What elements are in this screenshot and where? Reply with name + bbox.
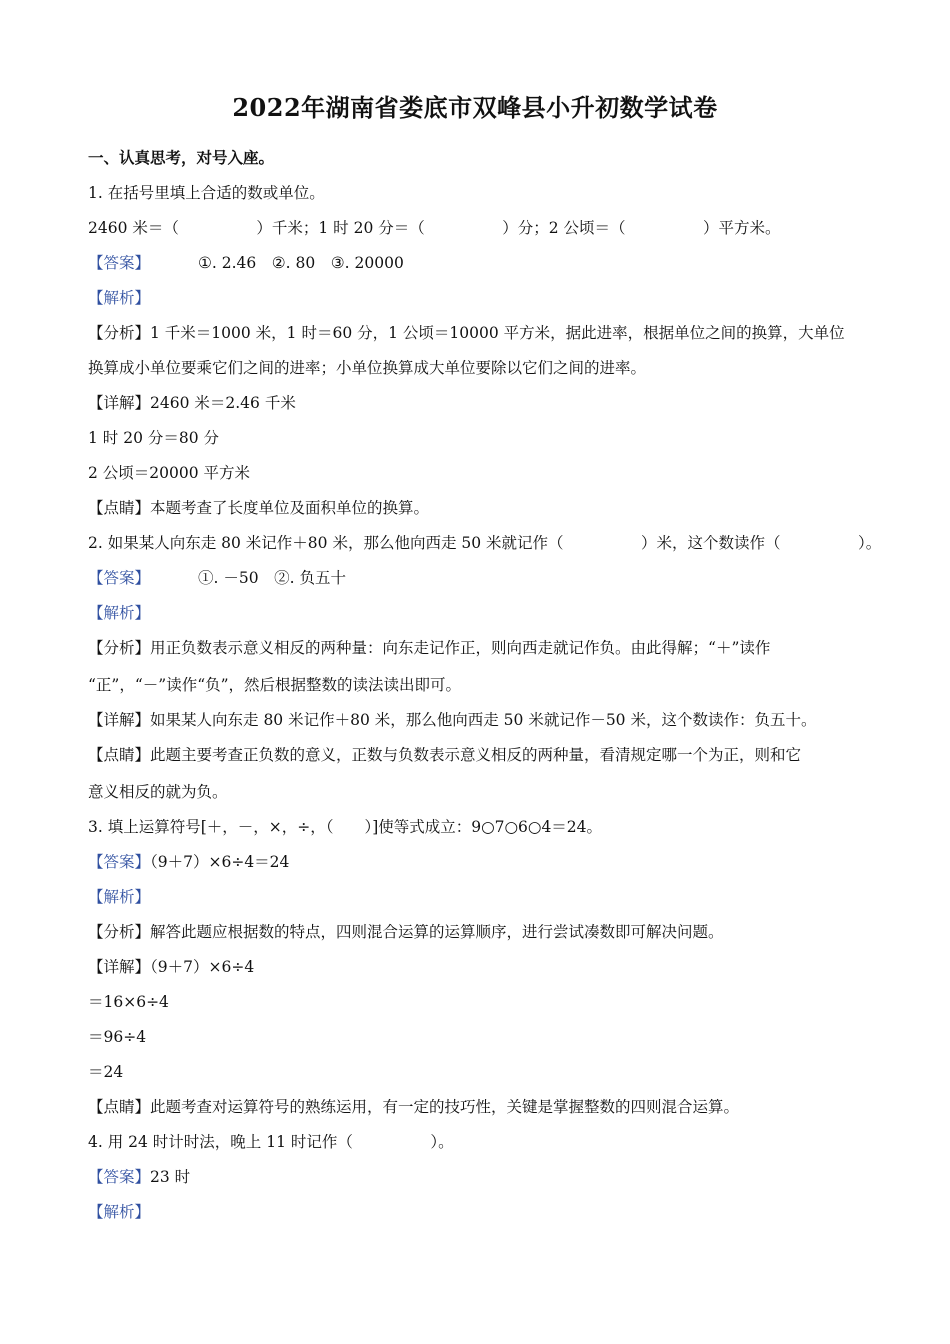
fenxi-tag: 【分析】 [88,324,151,342]
xiangjie-tag: 【详解】 [88,711,151,729]
q2-fenxi [88,638,878,658]
q2-dianjing [88,745,878,765]
q2-dianjing-cont: 意义相反的就为负。 [88,783,228,801]
q3-answer: （9＋7）×6÷4＝24 [150,853,290,871]
section-heading: 一、认真思考，对号入座。 [88,148,275,167]
q2-fenxi-text: 用正负数表示意义相反的两种量：向东走记作正，则向西走就记作负。由此得解；“＋”读作 [150,639,771,657]
q1-answer-row [88,253,878,273]
q3-stem: 3. 填上运算符号[＋，－，×，÷，（ ）]使等式成立：9○7○6○4＝24。 [88,818,603,836]
fenxi-tag: 【分析】 [88,923,151,941]
dianjing-tag: 【点睛】 [88,1098,151,1116]
q1-step: 2 公顷＝20000 平方米 [88,464,251,482]
fenxi-tag: 【分析】 [88,639,151,657]
q3-dianjing [88,1097,878,1117]
answer-tag: 【答案】 [88,569,151,587]
q3-dianjing-text: 此题考查对运算符号的熟练运用，有一定的技巧性，关键是掌握整数的四则混合运算。 [150,1098,740,1116]
q1-xiangjie-text: 2460 米＝2.46 千米 [150,394,296,412]
q3-fenxi [88,922,878,942]
q3-answer-row [88,852,878,872]
page-title: 2022年湖南省娄底市双峰县小升初数学试卷 [232,93,718,122]
xiangjie-tag: 【详解】 [88,394,151,412]
answer-tag: 【答案】 [88,853,151,871]
xiangjie-tag: 【详解】 [88,958,151,976]
q1-fenxi-cont: 换算成小单位要乘它们之间的进率；小单位换算成大单位要除以它们之间的进率。 [88,359,647,377]
q2-answer-row [88,568,878,588]
q2-xiangjie [88,710,878,730]
q4-stem: 4. 用 24 时计时法，晚上 11 时记作（ ）。 [88,1133,454,1151]
jiexi-tag: 【解析】 [88,289,151,307]
answer-tag: 【答案】 [88,254,151,272]
answer-tag: 【答案】 [88,1168,151,1186]
q3-xiangjie-text: （9＋7）×6÷4 [150,958,255,976]
q1-stem: 1. 在括号里填上合适的数或单位。 [88,184,325,202]
jiexi-tag: 【解析】 [88,888,151,906]
q2-xiangjie-text: 如果某人向东走 80 米记作＋80 米，那么他向西走 50 米就记作－50 米，这个数读作：负五十。 [150,711,817,729]
dianjing-tag: 【点睛】 [88,746,151,764]
q1-xiangjie [88,393,878,413]
dianjing-tag: 【点睛】 [88,499,151,517]
q2-dianjing-text: 此题主要考查正负数的意义，正数与负数表示意义相反的两种量，看清规定哪一个为正，则和它 [150,746,802,764]
jiexi-tag: 【解析】 [88,604,151,622]
q3-fenxi-text: 解答此题应根据数的特点，四则混合运算的运算顺序，进行尝试凑数即可解决问题。 [150,923,724,941]
q3-step: ＝96÷4 [88,1028,147,1046]
q1-answer: ①. 2.46 ②. 80 ③. 20000 [198,254,404,272]
q3-xiangjie [88,957,878,977]
q3-step: ＝16×6÷4 [88,993,169,1011]
q1-dianjing-text: 本题考查了长度单位及面积单位的换算。 [150,499,430,517]
q2-fenxi-cont: “正”，“－”读作“负”，然后根据整数的读法读出即可。 [88,676,462,694]
q2-answer: ①. －50 ②. 负五十 [198,569,346,587]
q1-step: 1 时 20 分＝80 分 [88,429,220,447]
jiexi-tag: 【解析】 [88,1203,151,1221]
q3-step: ＝24 [88,1063,124,1081]
q1-fenxi [88,323,878,343]
q4-answer-row [88,1167,878,1187]
q4-answer: 23 时 [150,1168,191,1186]
q2-stem: 2. 如果某人向东走 80 米记作＋80 米，那么他向西走 50 米就记作（ ）米，这个数读作（ ）。 [88,534,882,552]
q1-fenxi-text: 1 千米＝1000 米，1 时＝60 分，1 公顷＝10000 平方米，据此进率，根据单位之间的换算，大单位 [150,324,845,342]
q1-blanks: 2460 米＝（ ）千米；1 时 20 分＝（ ）分；2 公顷＝（ ）平方米。 [88,219,781,237]
q1-dianjing [88,498,878,518]
